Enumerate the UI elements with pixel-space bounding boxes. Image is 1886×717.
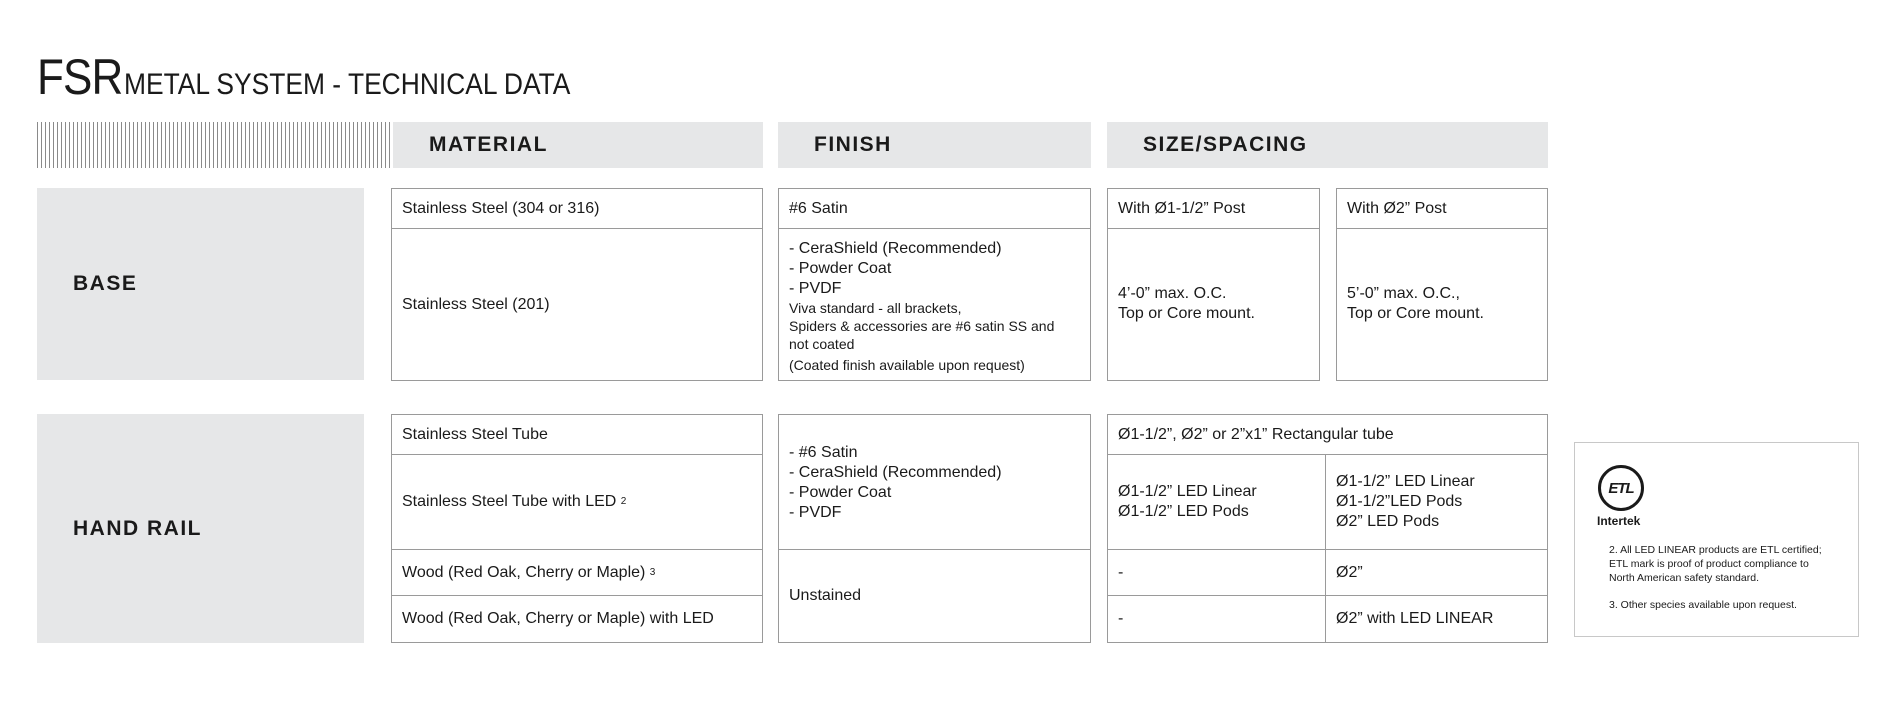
note-3: 3. Other species available upon request.: [1609, 599, 1797, 611]
finish-item: - CeraShield (Recommended): [789, 240, 1002, 257]
base-material-2: Stainless Steel (201): [402, 295, 550, 313]
handrail-material-box: [391, 414, 763, 643]
base-size-col2-head: With Ø2” Post: [1347, 199, 1447, 217]
finish-note: Spiders & accessories are #6 satin SS and: [789, 318, 1055, 334]
handrail-material-1: Stainless Steel Tube: [402, 425, 548, 443]
handrail-size-box: [1107, 414, 1548, 643]
finish-item: - PVDF: [789, 280, 842, 297]
header-size-spacing: SIZE/SPACING: [1107, 122, 1548, 168]
divider: [1337, 228, 1547, 229]
material-text: Wood (Red Oak, Cherry or Maple): [402, 563, 646, 581]
page-title: [37, 48, 632, 106]
base-size-col2-body: [1347, 284, 1547, 324]
base-size-col1-head: With Ø1-1/2” Post: [1118, 199, 1246, 217]
title-main: FSR: [37, 49, 123, 105]
footnote-ref: 2: [620, 496, 627, 507]
handrail-size-r4-right: Ø2” with LED LINEAR: [1336, 610, 1494, 627]
intertek-brand: Intertek: [1597, 514, 1641, 528]
etl-logo-icon: [1598, 465, 1644, 511]
finish-note: not coated: [789, 336, 855, 352]
size-line: Top or Core mount.: [1347, 305, 1484, 322]
note-line: ETL mark is proof of product compliance to: [1609, 558, 1809, 570]
note-2: [1609, 543, 1849, 585]
material-text: Stainless Steel Tube with LED: [402, 493, 617, 510]
handrail-size-r4-left: -: [1118, 610, 1124, 627]
handrail-material-3: [392, 550, 762, 595]
finish-item: - Powder Coat: [789, 484, 892, 501]
handrail-finish-box: [778, 414, 1091, 643]
finish-note: Viva standard - all brackets,: [789, 300, 962, 316]
header-finish: FINISH: [778, 122, 1091, 168]
handrail-size-head: Ø1-1/2”, Ø2” or 2”x1” Rectangular tube: [1118, 425, 1394, 443]
handrail-size-r3-left: -: [1118, 563, 1124, 581]
handrail-finish-unstained: Unstained: [789, 587, 862, 604]
handrail-size-r3-right: Ø2”: [1336, 563, 1363, 581]
base-material-1: Stainless Steel (304 or 316): [402, 199, 600, 217]
finish-item: - PVDF: [789, 504, 842, 521]
handrail-finish-list: [789, 443, 1089, 523]
finish-item: - CeraShield (Recommended): [789, 464, 1002, 481]
handrail-size-r2-left: [1118, 482, 1318, 522]
finish-item: - #6 Satin: [789, 444, 858, 461]
size-line: Ø1-1/2”LED Pods: [1336, 493, 1463, 510]
size-line: Ø1-1/2” LED Linear: [1118, 483, 1257, 500]
base-size-col1-body: [1118, 284, 1318, 324]
size-line: Top or Core mount.: [1118, 305, 1255, 322]
divider: [779, 228, 1090, 229]
row-label-base: BASE: [37, 188, 364, 380]
finish-coated-note: (Coated finish available upon request): [789, 357, 1025, 373]
handrail-material-2: [392, 455, 762, 549]
title-sub: METAL SYSTEM - TECHNICAL DATA: [124, 68, 571, 101]
base-finish-box: [778, 188, 1091, 381]
notes-box: [1574, 442, 1859, 637]
base-finish-top: #6 Satin: [789, 199, 848, 217]
row-label-hand-rail: HAND RAIL: [37, 414, 364, 643]
note-line: 2. All LED LINEAR products are ETL certified;: [1609, 544, 1822, 556]
footnote-ref: 3: [649, 566, 656, 578]
handrail-material-4: Wood (Red Oak, Cherry or Maple) with LED: [402, 610, 714, 627]
decorative-stripes: [37, 122, 390, 168]
base-material-box: [391, 188, 763, 381]
base-finish-list: [789, 239, 1089, 374]
size-line: Ø1-1/2” LED Linear: [1336, 473, 1475, 490]
size-line: Ø2” LED Pods: [1336, 513, 1440, 530]
etl-logo-text: ETL: [1608, 479, 1634, 497]
finish-item: - Powder Coat: [789, 260, 892, 277]
base-size-col1-box: [1107, 188, 1320, 381]
size-line: 4’-0” max. O.C.: [1118, 285, 1227, 302]
base-size-col2-box: [1336, 188, 1548, 381]
handrail-size-r2-right: [1336, 472, 1541, 532]
size-line: Ø1-1/2” LED Pods: [1118, 503, 1249, 520]
size-line: 5’-0” max. O.C.,: [1347, 285, 1460, 302]
note-line: North American safety standard.: [1609, 572, 1759, 584]
divider: [1108, 454, 1547, 455]
header-material: MATERIAL: [393, 122, 763, 168]
divider: [1108, 228, 1319, 229]
